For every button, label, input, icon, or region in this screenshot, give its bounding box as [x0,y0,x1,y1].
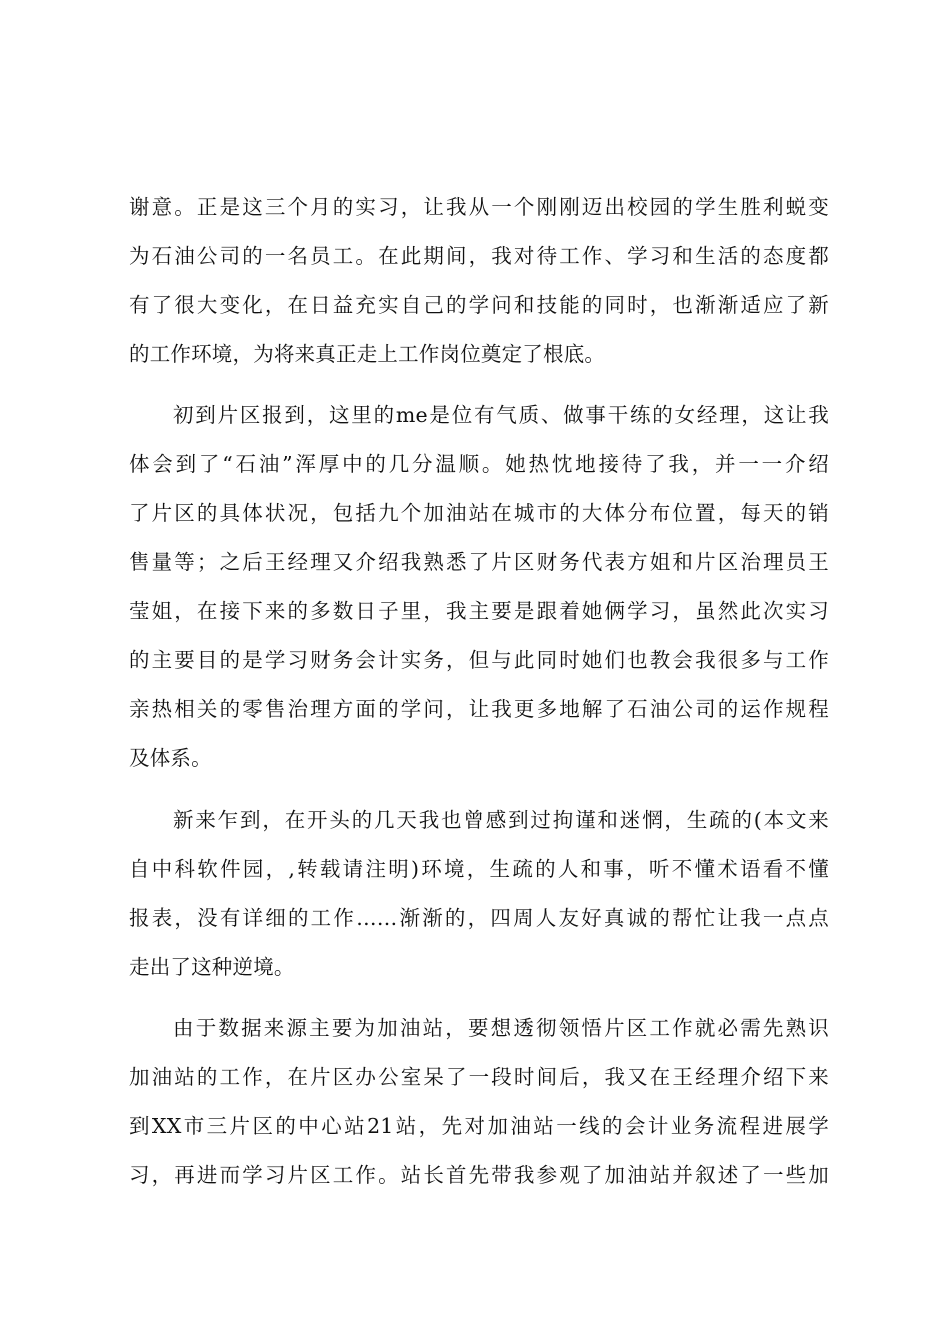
text-line: 亲热相关的零售治理方面的学问，让我更多地解了石油公司的运作规程 [129,697,829,721]
text-line: 谢意。正是这三个月的实习，让我从一个刚刚迈出校园的学生胜利蜕变 [129,195,829,219]
text-line: 售量等；之后王经理又介绍我熟悉了片区财务代表方姐和片区治理员王 [129,550,829,574]
text-line: 新来乍到，在开头的几天我也曾感到过拘谨和迷惘，生疏的(本文来 [173,808,829,832]
text-line: 习，再进而学习片区工作。站长首先带我参观了加油站并叙述了一些加 [129,1163,829,1187]
text-line: 莹姐，在接下来的多数日子里，我主要是跟着她俩学习，虽然此次实习 [129,599,829,623]
text-line: 初到片区报到，这里的me是位有气质、做事干练的女经理，这让我 [173,403,829,427]
text-line: 了片区的具体状况，包括九个加油站在城市的大体分布位置，每天的销 [129,501,829,525]
text-line: 由于数据来源主要为加油站，要想透彻领悟片区工作就必需先熟识 [173,1016,829,1040]
text-line: 的主要目的是学习财务会计实务，但与此同时她们也教会我很多与工作 [129,648,829,672]
text-line: 报表，没有详细的工作……渐渐的，四周人友好真诚的帮忙让我一点点 [129,906,829,930]
text-line: 为石油公司的一名员工。在此期间，我对待工作、学习和生活的态度都 [129,244,829,268]
text-line: 到XX市三片区的中心站21站，先对加油站一线的会计业务流程进展学 [129,1114,829,1138]
text-line: 走出了这种逆境。 [129,955,295,979]
text-line: 体会到了“石油”浑厚中的几分温顺。她热忱地接待了我，并一一介绍 [129,452,829,476]
text-line: 自中科软件园，,转载请注明)环境，生疏的人和事，听不懂术语看不懂 [129,857,829,881]
text-line: 有了很大变化，在日益充实自己的学问和技能的同时，也渐渐适应了新 [129,293,829,317]
text-line: 的工作环境，为将来真正走上工作岗位奠定了根底。 [129,342,606,366]
text-line: 加油站的工作，在片区办公室呆了一段时间后，我又在王经理介绍下来 [129,1065,829,1089]
text-line: 及体系。 [129,746,212,770]
